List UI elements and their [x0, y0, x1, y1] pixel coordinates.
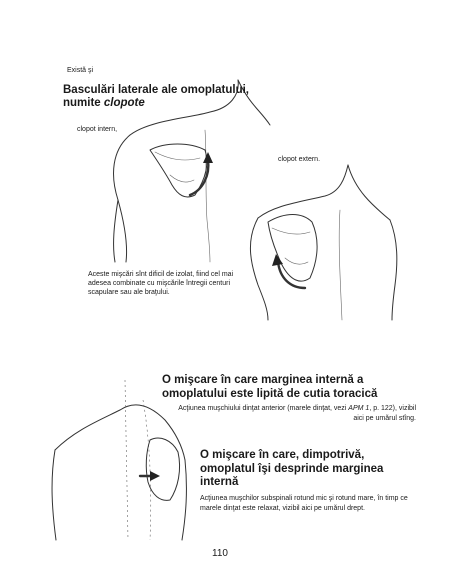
back-figure-extern: [250, 165, 396, 320]
section-title-detach: O mişcare în care, dimpotrivă, omoplatul îşi desprinde marginea internă: [200, 449, 384, 488]
page-number: 110: [212, 548, 228, 559]
back-figure-lower: [52, 380, 186, 540]
caption-serratus-after: , p. 122), vizibil aici pe umărul stîng.: [353, 405, 416, 422]
section-title-bells-prefix: numite: [63, 97, 104, 109]
caption-serratus-before: Acţiunea muşchiului dinţat anterior (marele dinţat, vezi: [178, 405, 349, 412]
section-title-inner-margin: O mişcare în care marginea internă a omoplatului este lipită de cutia toracică: [162, 374, 378, 400]
caption-bells: Aceste mişcări sînt dificil de izolat, fiind cel mai adesea combinate cu mişcările întregii centuri scapulare sau ale braţului.: [88, 271, 234, 297]
section-title-bells-italic: clopote: [103, 97, 145, 109]
page-header: Există şi: [67, 67, 94, 74]
caption-serratus: [171, 404, 416, 423]
section-title-bells-line1: Basculări laterale ale omoplatului,: [63, 84, 249, 96]
caption-serratus-italic: APM 1: [348, 405, 370, 412]
section-title-bells: [63, 84, 263, 110]
label-extern-bell: clopot extern.: [278, 156, 321, 163]
caption-subspinal: Acţiunea muşchilor subspinali rotund mic şi rotund mare, în timp ce marele dinţat este relaxat, vizibil aici pe umărul drept.: [200, 495, 408, 512]
label-intern-bell: clopot intern,: [77, 126, 118, 133]
